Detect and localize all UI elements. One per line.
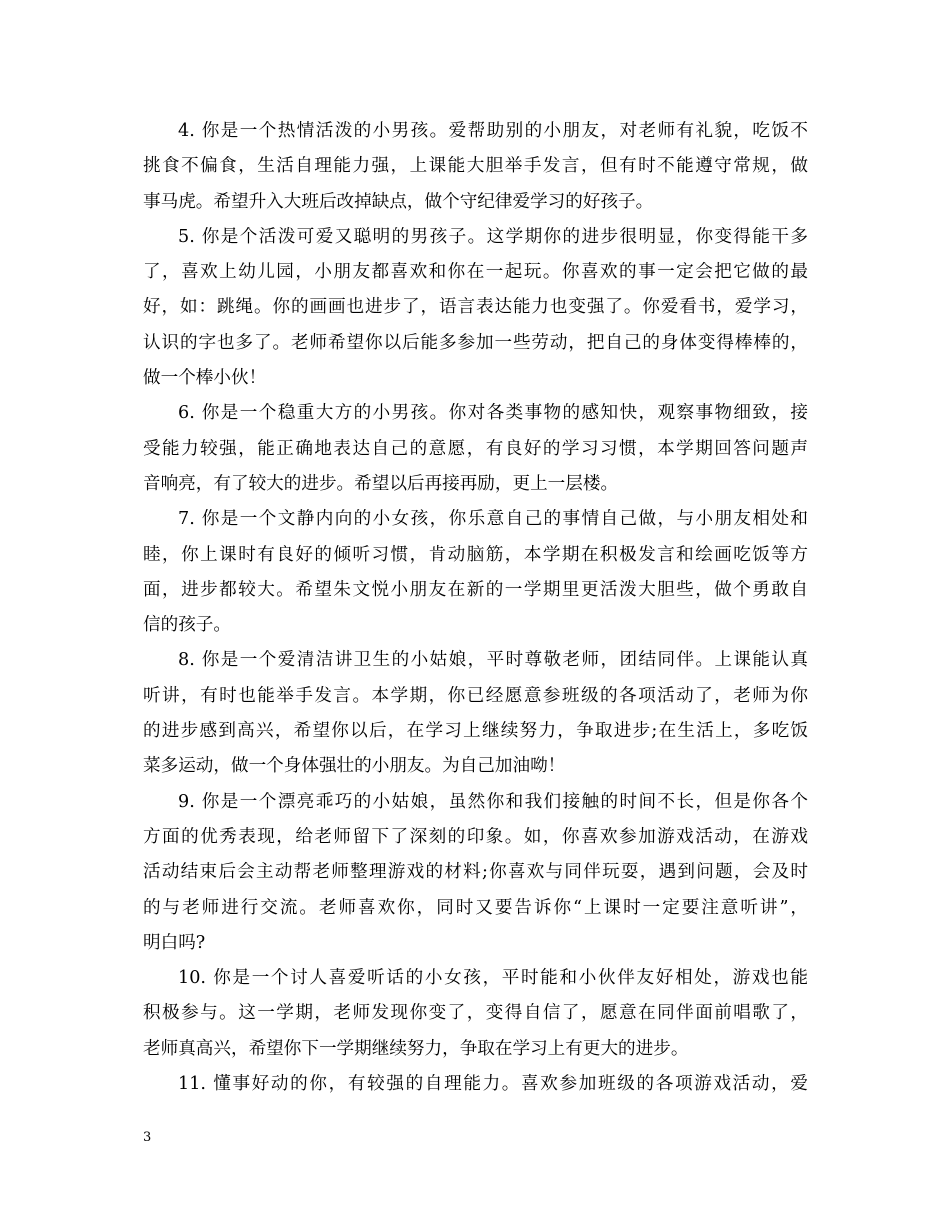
paragraph (143, 114, 808, 220)
page-number: 3 (143, 1130, 152, 1145)
text-line: 积极参与。这一学期，老师发现你变了，变得自信了，愿意在同伴面前唱歌了， (143, 1003, 808, 1024)
text-line: 事马虎。希望升入大班后改掉缺点，做个守纪律爱学习的好孩子。 (143, 191, 654, 212)
paragraph (143, 396, 808, 502)
text-line: 11. 懂事好动的你，有较强的自理能力。喜欢参加班级的各项游戏活动，爱 (178, 1074, 808, 1095)
text-line: 8. 你是一个爱清洁讲卫生的小姑娘，平时尊敬老师，团结同伴。上课能认真 (178, 650, 808, 671)
text-line: 7. 你是一个文静内向的小女孩，你乐意自己的事情自己做，与小朋友相处和 (178, 509, 808, 530)
text-line: 方面的优秀表现，给老师留下了深刻的印象。如，你喜欢参加游戏活动，在游戏 (143, 826, 808, 847)
paragraph (143, 961, 808, 1067)
paragraph (143, 1067, 808, 1102)
text-line: 面，进步都较大。希望朱文悦小朋友在新的一学期里更活泼大胆些，做个勇敢自 (143, 579, 808, 600)
text-line: 10. 你是一个讨人喜爱听话的小女孩，平时能和小伙伴友好相处，游戏也能 (178, 968, 808, 989)
document-body (143, 114, 808, 1102)
text-line: 好，如：跳绳。你的画画也进步了，语言表达能力也变强了。你爱看书，爱学习， (143, 297, 808, 318)
text-line: 做一个棒小伙！ (143, 368, 267, 389)
text-line: 5. 你是个活泼可爱又聪明的男孩子。这学期你的进步很明显，你变得能干多 (178, 226, 808, 247)
paragraph (143, 785, 808, 961)
text-line: 老师真高兴，希望你下一学期继续努力，争取在学习上有更大的进步。 (143, 1038, 689, 1059)
text-line: 挑食不偏食，生活自理能力强，上课能大胆举手发言，但有时不能遵守常规，做 (143, 156, 808, 177)
text-line: 活动结束后会主动帮老师整理游戏的材料;你喜欢与同伴玩耍，遇到问题，会及时 (143, 862, 808, 883)
text-line: 6. 你是一个稳重大方的小男孩。你对各类事物的感知快，观察事物细致，接 (178, 403, 808, 424)
text-line: 9. 你是一个漂亮乖巧的小姑娘，虽然你和我们接触的时间不长，但是你各个 (178, 791, 808, 812)
text-line: 明白吗? (143, 932, 206, 953)
text-line: 信的孩子。 (143, 615, 231, 636)
paragraph (143, 502, 808, 643)
text-line: 4. 你是一个热情活泼的小男孩。爱帮助别的小朋友，对老师有礼貌，吃饭不 (178, 121, 808, 141)
paragraph (143, 643, 808, 784)
text-line: 了，喜欢上幼儿园，小朋友都喜欢和你在一起玩。你喜欢的事一定会把它做的最 (143, 262, 808, 283)
text-line: 睦，你上课时有良好的倾听习惯，肯动脑筋，本学期在积极发言和绘画吃饭等方 (143, 544, 808, 565)
paragraph (143, 220, 808, 396)
text-line: 认识的字也多了。老师希望你以后能多参加一些劳动，把自己的身体变得棒棒的， (143, 332, 808, 353)
text-line: 受能力较强，能正确地表达自己的意愿，有良好的学习习惯，本学期回答问题声 (143, 438, 808, 459)
text-line: 听讲，有时也能举手发言。本学期，你已经愿意参班级的各项活动了，老师为你 (143, 685, 808, 706)
text-line: 的进步感到高兴，希望你以后，在学习上继续努力，争取进步;在生活上，多吃饭 (143, 721, 808, 742)
text-line: 菜多运动，做一个身体强壮的小朋友。为自己加油呦！ (143, 756, 566, 777)
text-line: 的与老师进行交流。老师喜欢你，同时又要告诉你“上课时一定要注意听讲”， (143, 897, 808, 918)
text-line: 音响亮，有了较大的进步。希望以后再接再励，更上一层楼。 (143, 473, 619, 494)
